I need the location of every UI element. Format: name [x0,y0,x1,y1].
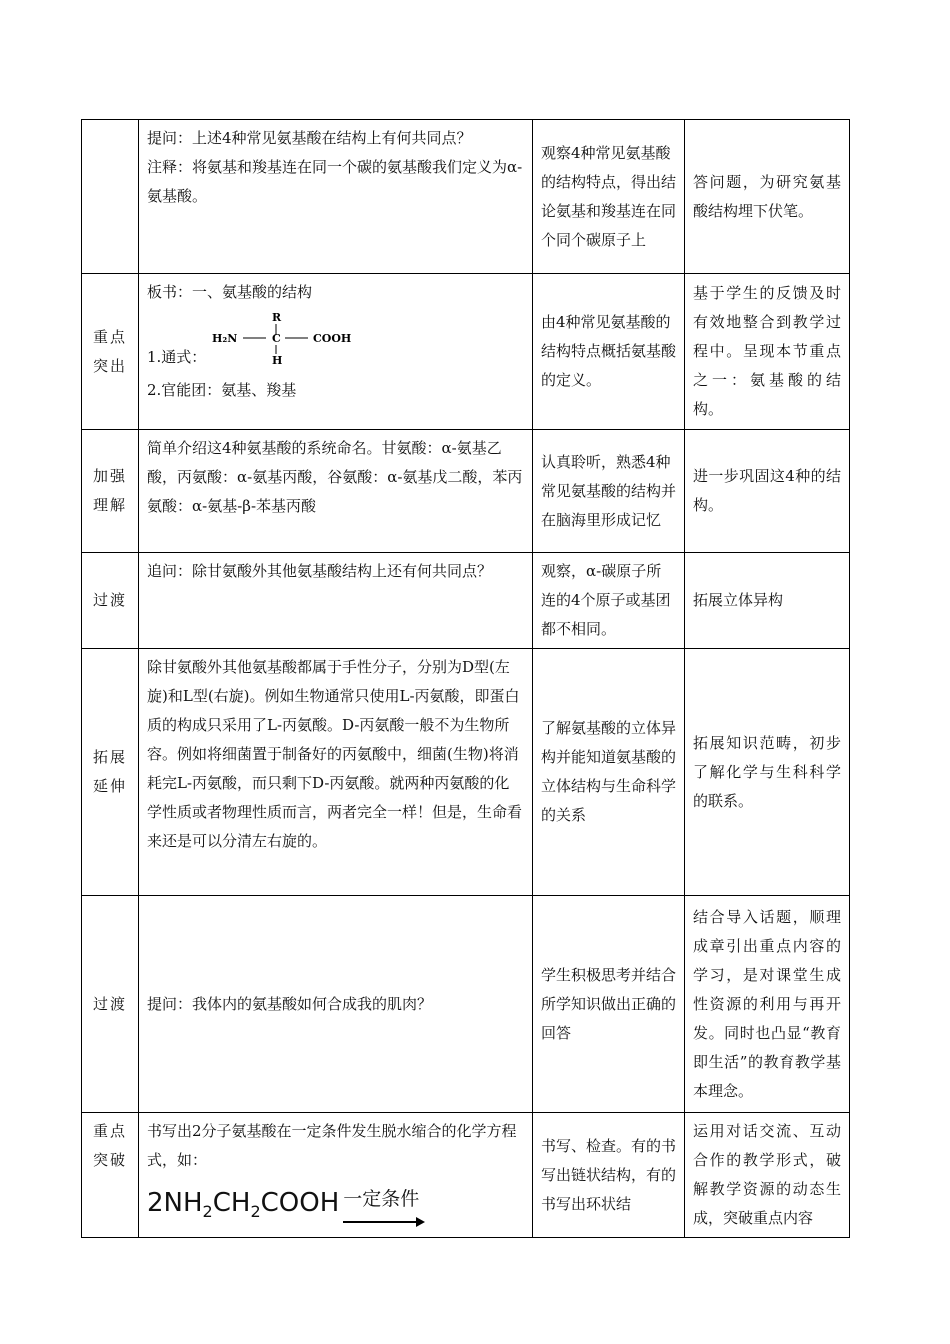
table-row [82,1113,850,1238]
student-activity-cell: 了解氨基酸的立体异构并能知道氨基酸的立体结构与生命科学的关系 [533,649,685,896]
equation-part: CH [212,1188,251,1218]
reaction-arrow [343,1181,419,1217]
table-row [82,120,850,274]
teacher-activity-cell: 追问：除甘氨酸外其他氨基酸结构上还有何共同点？ [139,553,533,649]
stage-cell: 过渡 [82,553,139,649]
teacher-text: 1.通式： [147,348,207,366]
stage-cell: 加强理解 [82,430,139,553]
teacher-activity-cell: 简单介绍这4种氨基酸的系统命名。甘氨酸：α-氨基乙酸，丙氨酸：α-氨基丙酸，谷氨酸：α-氨基戊二酸，苯丙氨酸：α-氨基-β-苯基丙酸 [139,430,533,553]
teacher-activity-cell [139,120,533,274]
subscript: 2 [202,1202,213,1222]
carboxyl-group-label: COOH [313,332,352,345]
student-activity-cell: 学生积极思考并结合所学知识做出正确的回答 [533,896,685,1113]
teacher-text: 2.官能团：氨基、羧基 [147,381,297,399]
amino-group-label: H₂N [212,332,238,345]
design-intent-cell: 拓展立体异构 [685,553,850,649]
student-activity-cell: 认真聆听，熟悉4种常见氨基酸的结构并在脑海里形成记忆 [533,430,685,553]
r-group-label: R [272,311,282,324]
stage-cell: 重点突出 [82,274,139,430]
table-row [82,430,850,553]
teacher-text: 书写出2分子氨基酸在一定条件发生脱水缩合的化学方程式，如： [147,1122,517,1169]
design-intent-cell: 运用对话交流、互动合作的教学形式，破解教学资源的动态生成，突破重点内容 [685,1113,850,1238]
arrow-icon [343,1221,423,1223]
table-row [82,649,850,896]
teacher-activity-cell: 提问：我体内的氨基酸如何合成我的肌肉？ [139,896,533,1113]
equation-part: COOH [260,1188,340,1218]
design-intent-cell: 答问题，为研究氨基酸结构埋下伏笔。 [685,120,850,274]
design-intent-cell: 进一步巩固这4种的结构。 [685,430,850,553]
teacher-text: 提问：上述4种常见氨基酸在结构上有何共同点？ [147,129,472,147]
teacher-activity-cell: 除甘氨酸外其他氨基酸都属于手性分子，分别为D型(左旋)和L型(右旋)。例如生物通常只使用L-丙氨酸，即蛋白质的构成只采用了L-丙氨酸。D-丙氨酸一般不为生物所容。例如将细菌置于制备好的丙氨酸中，细菌(生物)将消耗完L-丙氨酸，而只剩下D-丙氨酸。就两种丙氨酸的化学性质或者物理性质而言，两者完全一样！但是，生命看来还是可以分清左右旋的。 [139,649,533,896]
table-row [82,274,850,430]
equation-part: 2NH [147,1188,203,1218]
lesson-plan-table [81,119,850,1238]
table-row [82,553,850,649]
stage-cell: 过渡 [82,896,139,1113]
student-activity-cell: 书写、检查。有的书写出链状结构，有的书写出环状结 [533,1113,685,1238]
student-activity-cell: 观察，α-碳原子所连的4个原子或基团都不相同。 [533,553,685,649]
design-intent-cell: 结合导入话题，顺理成章引出重点内容的学习，是对课堂生成性资源的利用与再开发。同时也凸显“教育即生活”的教育教学基本理念。 [685,896,850,1113]
student-activity-cell: 观察4种常见氨基酸的结构特点，得出结论氨基和羧基连在同个同个碳原子上 [533,120,685,274]
stage-cell [82,120,139,274]
student-activity-cell: 由4种常见氨基酸的结构特点概括氨基酸的定义。 [533,274,685,430]
hydrogen-label: H [272,354,283,365]
design-intent-cell: 基于学生的反馈及时有效地整合到教学过程中。呈现本节重点之一：氨基酸的结构。 [685,274,850,430]
chemical-equation [147,1181,524,1230]
stage-cell: 拓展延伸 [82,649,139,896]
teacher-activity-cell [139,274,533,430]
table-row [82,896,850,1113]
teacher-text: 注释：将氨基和羧基连在同一个碳的氨基酸我们定义为α-氨基酸。 [147,158,523,205]
stage-cell: 重点突破 [82,1113,139,1238]
teacher-activity-cell [139,1113,533,1238]
alpha-carbon-label: C [272,332,281,345]
reaction-condition: 一定条件 [343,1188,420,1210]
teacher-text: 板书：一、氨基酸的结构 [147,283,313,301]
subscript: 2 [250,1202,261,1222]
design-intent-cell: 拓展知识范畴，初步了解化学与生科科学的联系。 [685,649,850,896]
